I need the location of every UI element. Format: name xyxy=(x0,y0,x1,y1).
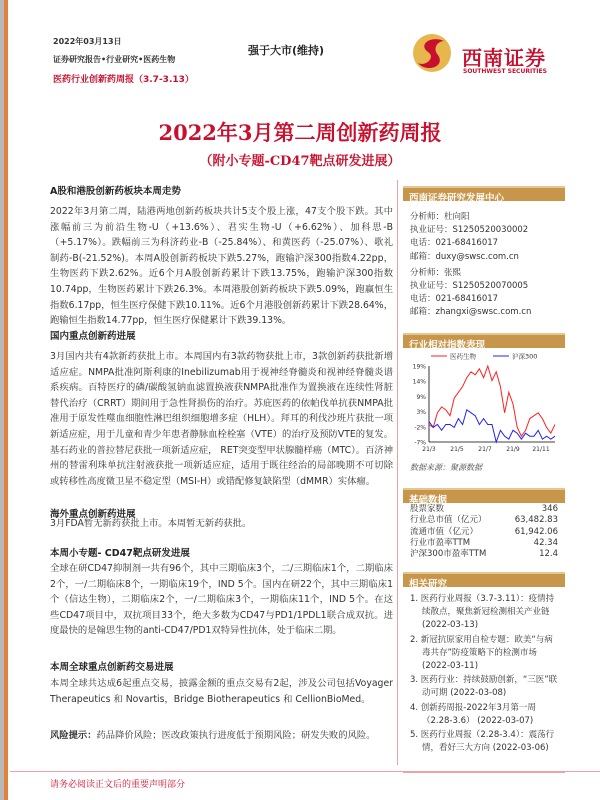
y-tick-label: 14% xyxy=(412,378,426,386)
related-research-list xyxy=(410,593,558,756)
section-heading: 国内重点创新药进展 xyxy=(50,331,136,342)
legend-label: 沪深300 xyxy=(512,352,538,361)
related-research-item[interactable]: 3. 医药行业：持续鼓励创新，“三医”联动可期 (2022-03-08) xyxy=(410,675,558,699)
column-divider xyxy=(397,180,398,765)
risk-label: 风险提示： xyxy=(50,730,97,741)
basic-data-label: 流通市值（亿元） xyxy=(410,526,479,537)
x-tick-label: 21/9 xyxy=(506,446,520,453)
risk-note xyxy=(50,728,393,744)
y-tick-label: 19% xyxy=(412,363,426,371)
related-research-item[interactable]: 1. 医药行业周报（3.7-3.11）：疫情持续散点，聚焦新冠检测相关产业链 (2022-03-13) xyxy=(410,594,555,631)
basic-data-value: 42.34 xyxy=(533,537,558,548)
relative-index-chart xyxy=(403,350,565,455)
basic-data-row xyxy=(410,515,558,526)
x-tick-label: 21/11 xyxy=(532,446,550,453)
basic-data-value: 61,942.06 xyxy=(514,526,558,537)
logo-text-en: SOUTHWEST SECURITIES xyxy=(463,68,547,75)
y-tick-label: -2% xyxy=(414,424,426,432)
logo-text-cn: 西南证券 xyxy=(462,46,546,70)
x-tick-label: 21/3 xyxy=(422,446,436,453)
related-research-item[interactable]: 2. 新冠抗原家用自检专题：欧美“与病毒共存”防疫策略下的检测市场 (2022-03-11) xyxy=(410,634,553,672)
analyst-phone: 电话：021-68416017 xyxy=(410,294,499,305)
report-series: 医药行业创新药周报（3.7-3.13） xyxy=(53,75,194,85)
analyst-name: 分析师：张熙 xyxy=(410,267,462,278)
company-logo xyxy=(412,33,452,73)
related-research-item[interactable]: 5. 医药行业周报（2.28-3.4）：震荡行情，看好三大方向 (2022-03-06) xyxy=(410,730,555,754)
analyst-block xyxy=(410,211,560,320)
footer-rule xyxy=(10,771,600,772)
basic-data-row xyxy=(410,549,558,560)
basic-data-label: 股票家数 xyxy=(410,504,445,514)
analyst-phone: 电话：021-68416017 xyxy=(410,238,499,249)
section-body: 3月国内共有4款新药获批上市。本周国内有3款药物获批上市，3款创新药获批新增适应症。NMPA批准阿斯利康的Inebilizumab用于视神经脊髓炎和视神经脊髓炎谱系疾病。百特医疗的磷/碳酸氢钠血滤置换液获NMPA批准作为置换液在连续性肾脏替代治疗（CRRT）期间用于急性肾损伤的治疗。苏庇医药的依帕伐单抗获NMPA批准用于原发性噬血细胞性淋巴组织细胞增多症（HLH）。拜耳的利伐沙班片获批一项新适应症，用于儿童和青少年患者静脉血栓栓塞（VTE）的治疗及预防VTE的复发。基石药业的普拉替尼获批一项新适应症， RET突变型甲状腺髓样癌（MTC）。百济神州的替雷利珠单抗注射液获批一项新适应症，适用于既往经治的局部晚期不可切除或转移性高度微卫星不稳定型（MSI-H）或错配修复缺陷型（dMMR）实体瘤。 xyxy=(50,351,393,487)
sidebar-header-research-center: 西南证券研究发展中心 xyxy=(403,186,565,201)
report-date: 2022年03月13日 xyxy=(53,37,122,46)
sidebar-header-index-performance: 行业相对指数表现 xyxy=(403,333,565,348)
basic-data-row xyxy=(410,504,558,515)
section-heading: 本周小专题- CD47靶点研发进展 xyxy=(50,548,190,559)
sidebar-header-basic-data: 基础数据 xyxy=(403,488,565,503)
section-body: 2022年3月第二周，陆港两地创新药板块共计5支个股上涨，47支个股下跌。其中涨幅前三为前沿生物-U（+13.6%）、君实生物-U（+6.62%）、加科思-B（+5.17%）。跌幅前三为科济药业-B（-25.84%）、和黄医药（-25.07%）、歌礼制药-B(-21.52%)。本周A股创新药板块下跌5.27%，跑输沪深300指数4.22pp，生物医药下跌2.62%。近6个月A股创新药累计下跌13.75%，跑输沪深300指数10.74pp，生物医药累计下跌26.3%。本周港股创新药板块下跌5.09%，跑赢恒生指数6.17pp，恒生医疗保健下跌10.11%。近6个月港股创新药累计下跌28.64%，跑输恒生指数14.77pp，恒生医疗保健累计下跌39.13%。 xyxy=(50,206,393,327)
page-subtitle: （附小专题-CD47靶点研发进展） xyxy=(199,154,401,169)
basic-data-label: 沪深300市盈率TTM xyxy=(410,549,487,560)
page-title: 2022年3月第二周创新药周报 xyxy=(158,120,442,145)
basic-data-table xyxy=(410,504,558,560)
basic-data-value: 346 xyxy=(541,504,558,514)
chart-source: 数据来源：聚源数据 xyxy=(410,463,482,472)
basic-data-row xyxy=(410,527,558,538)
analyst-email[interactable]: 邮箱：duxy@swsc.com.cn xyxy=(410,251,519,262)
section-heading: A股和港股创新药板块本周走势 xyxy=(50,186,181,197)
basic-data-value: 63,482.83 xyxy=(514,515,558,526)
section-body: 全球在研CD47抑制剂一共有96个，其中三期临床3个，二/三期临床1个，二期临床2个，一/二期临床8个，一期临床19个，IND 5个。国内在研22个，其中三期临床1个（信达生物），二期临床2个，一/二期临床3个，一期临床11个，IND 5个。在这些CD47项目中，双抗项目33个，绝大多数为CD47与PD1/1PDL1联合成双抗。进度最快的是翰思生物的anti-CD47/PD1双特异性抗体，处于临床二期。 xyxy=(50,563,393,637)
section-body: 3月FDA暂无新药获批上市。本周暂无新药获批。 xyxy=(50,518,252,529)
sidebar-header-related-research: 相关研究 xyxy=(403,572,565,587)
basic-data-row xyxy=(410,538,558,549)
analyst-email[interactable]: 邮箱：zhangxi@swsc.com.cn xyxy=(410,307,532,318)
basic-data-value: 12.4 xyxy=(539,549,558,560)
logo-emblem-icon xyxy=(412,33,452,73)
section-heading: 海外重点创新药进展 xyxy=(50,509,136,520)
x-tick-label: 21/5 xyxy=(450,446,464,453)
section-heading: 本周全球重点创新药交易进展 xyxy=(50,662,174,673)
analyst-name: 分析师：杜向阳 xyxy=(410,212,470,222)
basic-data-label: 行业总市值（亿元） xyxy=(410,515,487,526)
footer-disclaimer: 请务必阅读正文后的重要声明部分 xyxy=(50,780,186,790)
related-research-item[interactable]: 4. 创新药周报-2022年3月第一周（2.28-3.6） (2022-03-07) xyxy=(410,702,536,726)
risk-text: 药品降价风险；医改政策执行进度低于预期风险；研发失败的风险。 xyxy=(96,730,376,741)
report-category: 证券研究报告•行业研究•医药生物 xyxy=(53,55,176,64)
section-body: 本周全球共达成6起重点交易，披露金额的重点交易有2起，涉及公司包括Voyager Therapeutics 和 Novartis，Bridge Biotherapeutics 和 CellionBioMed。 xyxy=(50,678,393,705)
y-tick-label: 9% xyxy=(416,393,426,401)
analyst-license: 执业证号：S1250520030002 xyxy=(410,225,529,236)
x-tick-label: 21/7 xyxy=(478,446,492,453)
y-tick-label: -7% xyxy=(414,439,426,447)
sidebar-bottom-rule xyxy=(403,772,565,773)
analyst-license: 执业证号：S1250520070005 xyxy=(410,281,529,292)
legend-label: 医药生物 xyxy=(450,352,476,361)
y-tick-label: 3% xyxy=(416,409,426,417)
rating: 强于大市(维持) xyxy=(248,44,325,57)
basic-data-label: 行业市盈率TTM xyxy=(410,537,471,548)
